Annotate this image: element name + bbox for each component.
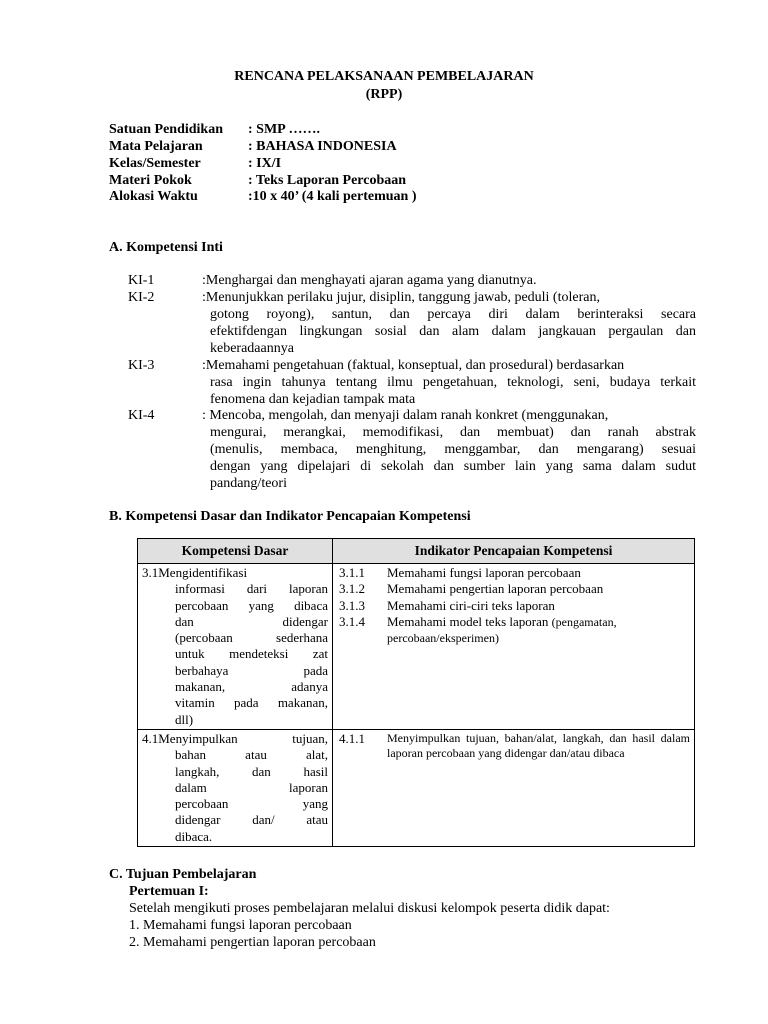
kd-cell bbox=[138, 729, 333, 846]
list-item: 2. Memahami pengertian laporan percobaan bbox=[129, 935, 376, 950]
ki-line: mengurai, merangkai, memodifikasi, dan membuat) dan ranah abstrak bbox=[210, 425, 696, 440]
section-b-heading: B. Kompetensi Dasar dan Indikator Pencapaian Kompetensi bbox=[109, 509, 471, 524]
ki-text bbox=[202, 289, 696, 357]
identity-label: Materi Pokok bbox=[109, 173, 192, 188]
kd-line: makanan, adanya bbox=[175, 679, 328, 695]
indicator-text: Menyimpulkan tujuan, bahan/alat, langkah, dan hasil dalam laporan percobaan yang didengar dan/atau dibaca bbox=[387, 730, 690, 760]
kd-line: (percobaan sederhana bbox=[175, 630, 328, 646]
competency-table bbox=[137, 538, 695, 847]
meeting-heading: Pertemuan I: bbox=[129, 884, 209, 899]
ki-line: :Menunjukkan perilaku jujur, disiplin, tanggung jawab, peduli (toleran, bbox=[202, 290, 600, 305]
document-title: RENCANA PELAKSANAAN PEMBELAJARAN bbox=[234, 69, 534, 84]
indicator-item bbox=[339, 565, 690, 581]
kd-line: dan didengar bbox=[175, 613, 328, 629]
kd-first-text: Mengidentifikasi bbox=[158, 565, 248, 580]
indicator-text: Memahami model teks laporan bbox=[387, 613, 549, 629]
section-c-heading: C. Tujuan Pembelajaran bbox=[109, 867, 257, 882]
indicator-cell bbox=[333, 729, 695, 846]
section-a-heading: A. Kompetensi Inti bbox=[109, 240, 223, 255]
indicator-number: 3.1.3 bbox=[339, 597, 365, 613]
ki-code: KI-2 bbox=[128, 290, 155, 305]
table-header-kd: Kompetensi Dasar bbox=[138, 539, 333, 564]
ki-line: gotong royong), santun, dan percaya diri dalam berinteraksi secara bbox=[210, 307, 696, 322]
kd-line: bahan atau alat, bbox=[175, 747, 328, 763]
table-row bbox=[138, 564, 695, 730]
indicator-number: 3.1.2 bbox=[339, 581, 365, 597]
identity-label: Kelas/Semester bbox=[109, 156, 201, 171]
kd-first-text: Menyimpulkan tujuan, bbox=[158, 730, 328, 746]
table-header-indicator: Indikator Pencapaian Kompetensi bbox=[333, 539, 695, 564]
ki-line: dengan yang dipelajari di sekolah dan sumber lain yang sama dalam sudut bbox=[210, 459, 696, 474]
identity-label: Mata Pelajaran bbox=[109, 139, 203, 154]
identity-label: Satuan Pendidikan bbox=[109, 122, 223, 137]
identity-label: Alokasi Waktu bbox=[109, 189, 198, 204]
table-row bbox=[138, 729, 695, 846]
kd-first-line bbox=[142, 565, 328, 581]
kd-first-line bbox=[142, 731, 328, 747]
section-c bbox=[109, 866, 709, 951]
indicator-number: 4.1.1 bbox=[339, 730, 365, 746]
section-c-intro: Setelah mengikuti proses pembelajaran melalui diskusi kelompok peserta didik dapat: bbox=[129, 901, 610, 916]
ki-line: keberadaannya bbox=[210, 341, 294, 356]
indicator-number: 3.1.1 bbox=[339, 565, 365, 580]
ki-text bbox=[202, 357, 696, 408]
ki-line: : Mencoba, mengolah, dan menyaji dalam ranah konkret (menggunakan, bbox=[202, 408, 609, 423]
kd-line: percobaan yang dibaca bbox=[175, 597, 328, 613]
kd-number: 4.1 bbox=[142, 730, 159, 746]
indicator-text: Memahami fungsi laporan percobaan bbox=[387, 565, 581, 580]
kd-line: vitamin pada makanan, bbox=[175, 695, 328, 711]
ki-line: rasa ingin tahunya tentang ilmu pengetahuan, teknologi, seni, budaya terkait bbox=[210, 375, 696, 390]
ki-line: (menulis, membaca, menghitung, menggambar, dan mengarang) sesuai bbox=[210, 442, 696, 457]
identity-value: : IX/I bbox=[248, 156, 282, 171]
kd-line: didengar dan/ atau bbox=[175, 812, 328, 828]
identity-value: : SMP ……. bbox=[248, 122, 320, 137]
indicator-text: Memahami pengertian laporan percobaan bbox=[387, 581, 604, 597]
kd-line: berbahaya pada bbox=[175, 662, 328, 678]
indicator-cell bbox=[333, 564, 695, 730]
list-item: 1. Memahami fungsi laporan percobaan bbox=[129, 918, 352, 933]
ki-code: KI-4 bbox=[128, 408, 155, 423]
ki-text bbox=[202, 407, 696, 492]
indicator-text-block bbox=[387, 614, 690, 647]
kd-line: informasi dari laporan bbox=[175, 581, 328, 597]
kd-line: dibaca. bbox=[175, 828, 213, 844]
indicator-item bbox=[339, 581, 690, 597]
table-header-row bbox=[138, 539, 695, 564]
identity-value: : BAHASA INDONESIA bbox=[248, 139, 397, 154]
ki-line: fenomena dan kejadian tampak mata bbox=[210, 392, 416, 407]
kd-line: untuk mendeteksi zat bbox=[175, 646, 328, 662]
indicator-item bbox=[339, 598, 690, 614]
ki-code: KI-3 bbox=[128, 358, 155, 373]
kd-line: langkah, dan hasil bbox=[175, 763, 328, 779]
indicator-item bbox=[339, 614, 690, 647]
indicator-text: Memahami ciri-ciri teks laporan bbox=[387, 597, 555, 613]
indicator-item bbox=[339, 731, 690, 761]
identity-value: :10 x 40’ (4 kali pertemuan ) bbox=[248, 189, 417, 204]
kd-number: 3.1 bbox=[142, 565, 159, 580]
ki-code: KI-1 bbox=[128, 273, 155, 288]
ki-line: efektifdengan lingkungan sosial dan alam dalam jangkauan pergaulan dan bbox=[210, 324, 696, 339]
ki-line: :Menghargai dan menghayati ajaran agama yang dianutnya. bbox=[202, 273, 537, 288]
kd-line: dll) bbox=[175, 711, 194, 727]
document-subtitle: (RPP) bbox=[365, 87, 403, 102]
kd-line: dalam laporan bbox=[175, 779, 328, 795]
indicator-text-note: (pengamatan, percobaan/eksperimen) bbox=[387, 614, 617, 646]
identity-value: : Teks Laporan Percobaan bbox=[248, 173, 407, 188]
indicator-number: 3.1.4 bbox=[339, 613, 365, 629]
ki-text bbox=[202, 272, 696, 289]
ki-line: pandang/teori bbox=[210, 476, 287, 491]
kd-cell bbox=[138, 564, 333, 730]
kd-line: percobaan yang bbox=[175, 796, 328, 812]
ki-line: :Memahami pengetahuan (faktual, konseptual, dan prosedural) berdasarkan bbox=[202, 358, 625, 373]
